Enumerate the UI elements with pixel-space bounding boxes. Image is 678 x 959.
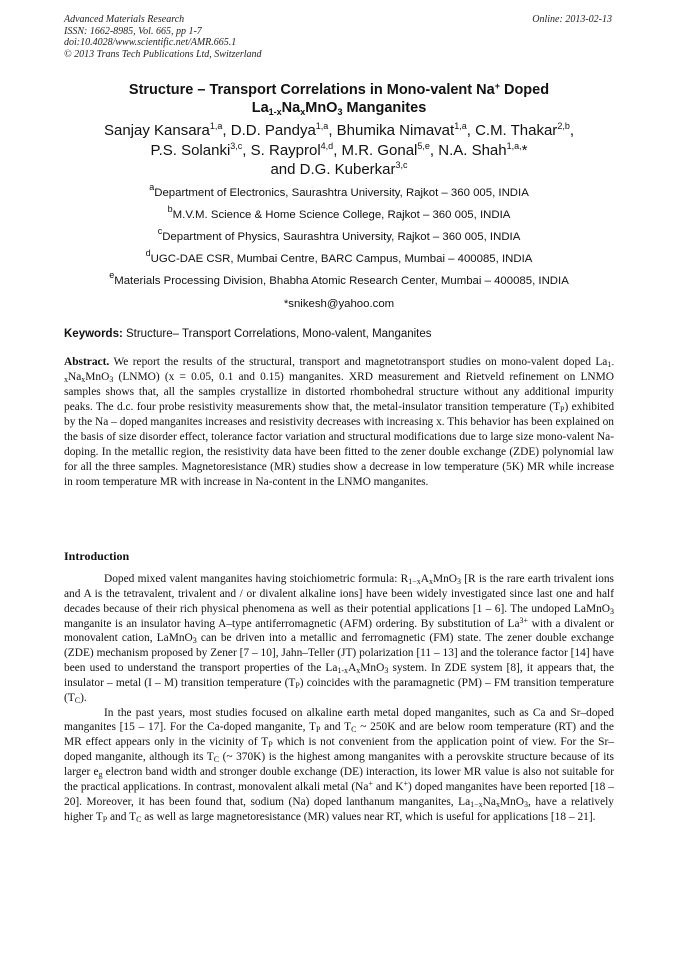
- abstract-label: Abstract.: [64, 356, 110, 368]
- keywords-text: Structure– Transport Correlations, Mono-valent, Manganites: [122, 328, 432, 340]
- keywords-label: Keywords:: [64, 328, 123, 340]
- section-heading-introduction: Introduction: [64, 549, 130, 563]
- title-line-2: $La_{1-x}Na_xMnO_3$ Manganites: [251, 100, 427, 117]
- author-list: [40, 121, 638, 180]
- affiliation-list: [40, 182, 638, 312]
- introduction-body: [64, 572, 614, 824]
- paper-title: [60, 81, 618, 117]
- journal-name: Advanced Materials Research: [64, 14, 185, 25]
- online-date: Online: 2013-02-13: [532, 14, 612, 25]
- author-line: Sanjay Kansara$^{1,a}$, D.D. Pandya$^{1,a}$, Bhumika Nimavat$^{1,a}$, C.M. Thakar$^{2,b}$,: [103, 121, 574, 139]
- author-line: P.S. Solanki$^{3,c}$, S. Rayprol$^{4,d}$, M.R. Gonal$^{5,e}$, N.A. Shah$^{1,a,}$*: [150, 140, 528, 159]
- keywords: [64, 327, 614, 342]
- title-line-1: Structure – Transport Correlations in Mono-valent Na+ Doped: [128, 81, 550, 98]
- affiliation-b: $^b$M.V.M. Science & Home Science College, Rajkot – 360 005, INDIA: [167, 204, 511, 221]
- affiliation-c: $^c$Department of Physics, Saurashtra University, Rajkot – 360 005, INDIA: [157, 226, 521, 243]
- journal-header: [64, 14, 262, 60]
- issn-line: ISSN: 1662-8985, Vol. 665, pp 1-7: [64, 25, 202, 37]
- corresponding-email[interactable]: *snikesh@yahoo.com: [283, 298, 395, 310]
- paragraph: Doped mixed valent manganites having stoichiometric formula: $R_{1-x}A_xMnO_3$ [R is the rare earth trivalent ions and A is the tetravalent, trivalent and / or divalent alkaline ions] have been widely investigated since last one and half decades because of their rich physical phenomena as well as their potential applications [1 – 6]. The undoped LaMnO$_3$ manganite is an insulator having A–type antiferromagnetic (AFM) ordering. By substitution of $La^{3+}$ with a divalent or monovalent cation, LaMnO$_3$ can be driven into a metallic and ferromagnetic (FM) state. The zener double exchange (ZDE) mechanism proposed by Zener [7 – 10], Jahn–Teller (JT) polarization [11 – 13] and the tolerance factor [14] have been used to understand the transport properties of the $La_{1-x}A_xMnO_3$ system. In ZDE system [8], it appears that, the insulator – metal (I – M) transition temperature $(T_P)$ coincides with the paramagnetic (PM) – FM transition temperature $(T_C)$.: [64, 573, 614, 705]
- abstract: Abstract. We report the results of the structural, transport and magnetotransport studies on mono-valent doped $La_{1-x}Na_xMnO_3$ (LNMO) (x = 0.05, 0.1 and 0.15) manganites. XRD measurement and Rietveld refinement on LNMO samples shows that, all the samples crystallize in distorted rhombohedral structure without any additional impurity peaks. The d.c. four probe resistivity measurements show that, the metal-insulator transition temperature $(T_P)$ exhibited by the Na – doped manganites increases and resistivity decreases with increasing x. This behavior has been explained on the basis of size disorder effect, tolerance factor variation and structural modifications due to large size mono-valent Na- doping. In the metallic region, the resistivity data have been fitted to the zener double exchange (ZDE) polynomial law for all the three samples. Magnetoresistance (MR) studies show a decrease in low temperature (5K) MR while increase in room temperature MR with increase in Na-content in the LNMO manganites.: [64, 356, 615, 489]
- affiliation-a: $^a$Department of Electronics, Saurashtra University, Rajkot – 360 005, INDIA: [149, 182, 529, 199]
- affiliation-e: $^e$Materials Processing Division, Bhabha Atomic Research Center, Mumbai – 400085, INDIA: [109, 270, 569, 287]
- doi-line[interactable]: doi:10.4028/www.scientific.net/AMR.665.1: [64, 37, 237, 48]
- copyright-line: © 2013 Trans Tech Publications Ltd, Switzerland: [64, 48, 262, 60]
- affiliation-d: $^d$UGC-DAE CSR, Mumbai Centre, BARC Campus, Mumbai – 400085, INDIA: [145, 248, 533, 265]
- author-line: and D.G. Kuberkar$^{3,c}$: [270, 160, 408, 178]
- paragraph: In the past years, most studies focused on alkaline earth metal doped manganites, such as Ca and Sr–doped manganites [15 – 17]. For the Ca-doped manganite, $T_P$ and $T_C$ ~ 250K and are below room temperature (RT) and the MR effect appears only in the vicinity of $T_P$ which is not convenient from the application point of view. For the Sr–doped manganite, although its $T_C$ (~ 370K) is the highest among manganites with a perovskite structure because of its larger $e_g$ electron band width and stronger double exchange (DE) interaction, its lower MR value is also not suitable for the practical applications. In contrast, monovalent alkali metal (Na+ and K+) doped manganites have been reported [18 – 20]. Moreover, it has been found that, sodium (Na) doped lanthanum manganites, $La_{1-x}Na_xMnO_3$, have a relatively higher $T_P$ and $T_C$ as well as large magnetoresistance (MR) values near RT, which is useful for applications [18 – 21].: [64, 706, 615, 824]
